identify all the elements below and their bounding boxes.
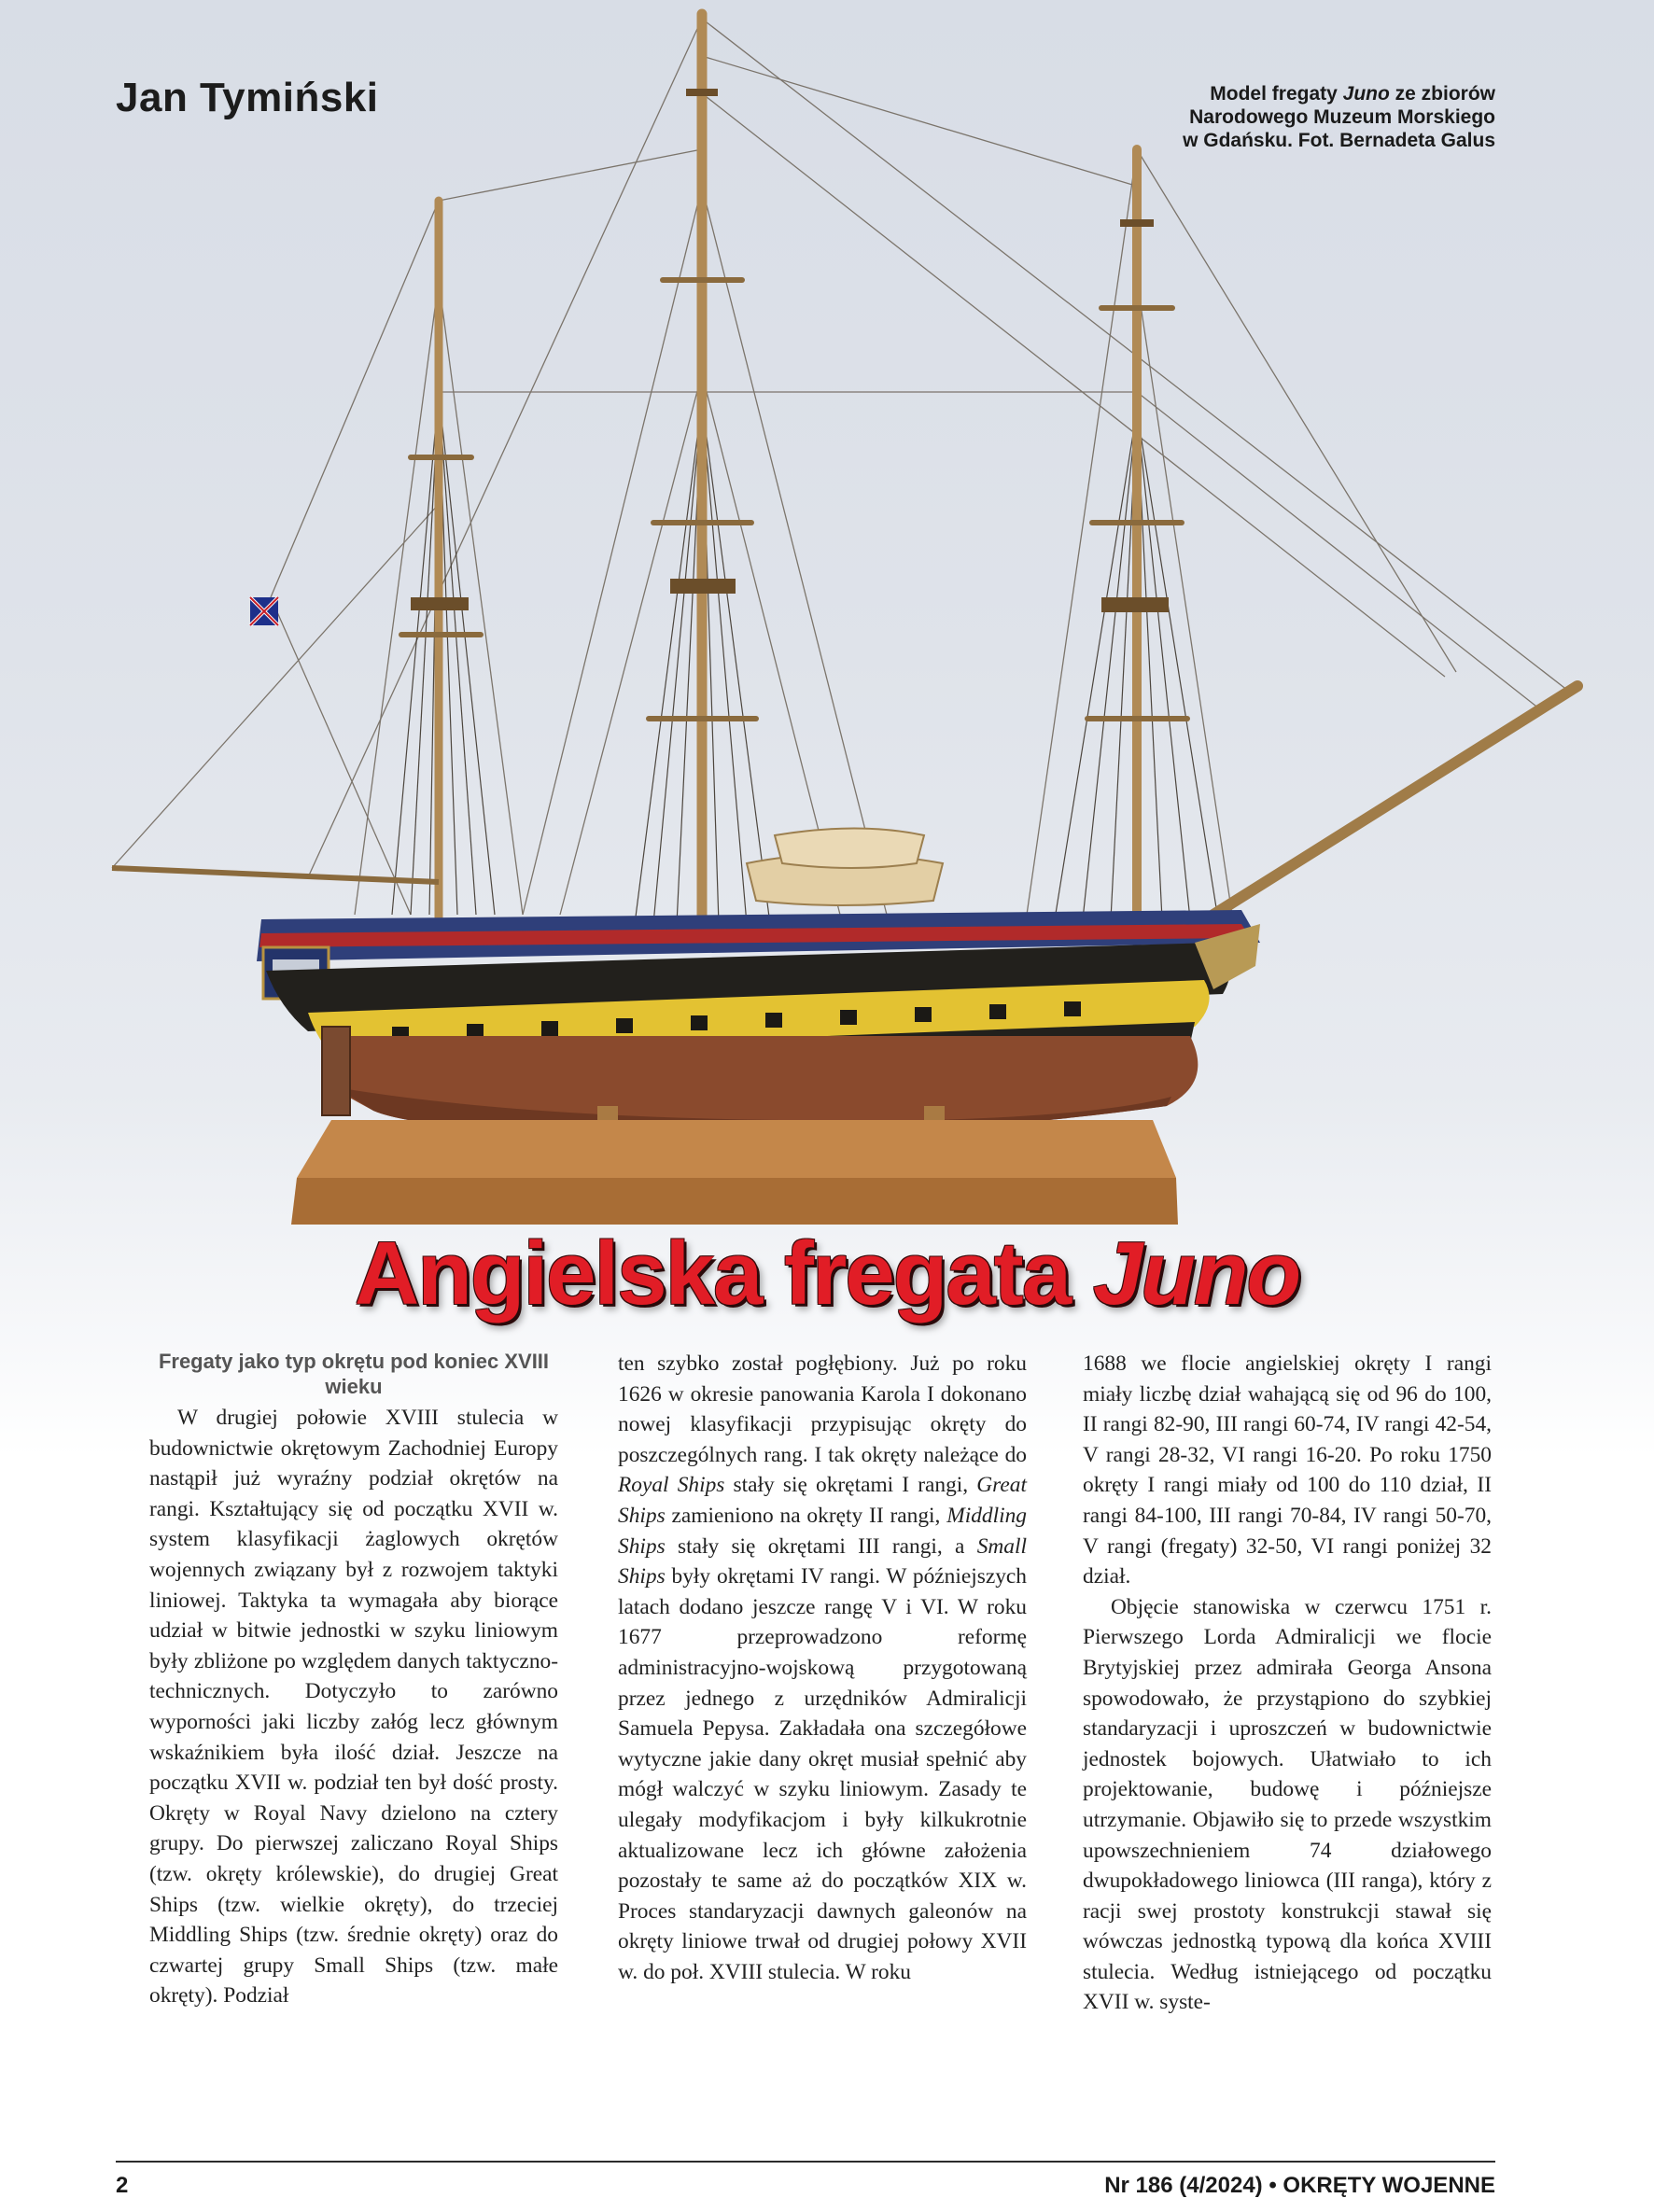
paragraph	[618, 1349, 1027, 1987]
caption-text: ze zbiorów	[1389, 83, 1495, 105]
paragraph: Objęcie stanowiska w czerwcu 1751 r. Pierwszego Lorda Admiralicji we flocie Brytyjskiej przez admirała Georga Ansona spowodowało, że przystąpiono do szybkiej standaryzacji i uproszczeń w budownictwie jednostek bojowych. Ułatwiało to ich projektowanie, budowę i późniejsze utrzymanie. Objawiło się to przede wszystkim upowszechnieniem 74 działowego dwupokładowego liniowca (III ranga), który z racji swej prostoty konstrukcji stawał się wówczas jednostką typową dla końca XVIII stulecia. Według istniejącego od początku XVII w. syste-	[1083, 1594, 1492, 2015]
italic-term: Great Ships	[618, 1473, 1027, 1528]
text-column-3	[1083, 1349, 1492, 2018]
italic-term: Middling Ships	[618, 1503, 1027, 1559]
italic-term: Small Ships	[618, 1533, 1027, 1589]
text-run: stały się okrętami III rangi, a	[665, 1533, 977, 1559]
text-run: ten szybko został pogłębiony. Już po roku 1626 w okresie panowania Karola I dokonano nowej klasyfikacji przypisując okręty do poszczególnych rang. I tak okręty należące do	[618, 1351, 1027, 1467]
section-heading: Fregaty jako typ okrętu pod koniec XVIII wieku	[158, 1350, 550, 1398]
author-name: Jan Tymiński	[116, 75, 379, 120]
caption-line-2: Narodowego Muzeum Morskiego	[1189, 106, 1495, 128]
title-ship-name: Juno	[1092, 1224, 1300, 1323]
text-column-1	[149, 1349, 558, 2011]
issue-label: Nr 186 (4/2024) • OKRĘTY WOJENNE	[1104, 2173, 1495, 2198]
text-run: były okrętami IV rangi. W późniejszych latach dodano jeszcze rangę V i VI. W roku 1677 przeprowadzono reformę administracyjno-wojskową przygotowaną przez jednego z urzędników Admiralicji Samuela Pepysa. Zakładała ona szczegółowe wytyczne jakie dany okręt musiał spełnić aby mógł walczyć w szyku liniowym. Zasady te ulegały modyfikacjom i były kilkukrotnie aktualizowane lecz ich główne założenia pozostały te same aż do początków XIX w. Proces standaryzacji dawnych galeonów na okręty liniowe trwał od drugiej połowy XVII w. do poł. XVIII stulecia. W roku	[618, 1564, 1027, 1984]
photo-caption	[1010, 82, 1495, 152]
paragraph: 1688 we flocie angielskiej okręty I rangi miały liczbę dział wahającą się od 96 do 100, II rangi 82-90, III rangi 60-74, IV rangi 42-54, V rangi 28-32, VI rangi 16-20. Po roku 1750 okręty I rangi miały od 100 do 110 dział, II rangi 84-100, III rangi 70-84, IV rangi 50-70, V rangi (fregaty) 32-50, VI rangi poniżej 32 dział.	[1083, 1351, 1492, 1589]
page-number: 2	[116, 2173, 129, 2198]
text-column-2	[618, 1349, 1027, 1987]
caption-line-1	[1010, 82, 1495, 105]
article-title	[0, 1223, 1654, 1325]
text-run: stały się okrętami I rangi,	[724, 1473, 977, 1498]
title-text: Angielska fregata	[354, 1224, 1093, 1323]
caption-text: Model fregaty	[1210, 83, 1343, 105]
caption-ship-name: Juno	[1342, 83, 1390, 105]
text-run: zamieniono na okręty II rangi,	[665, 1503, 947, 1528]
italic-term: Royal Ships	[618, 1473, 725, 1498]
caption-line-3: w Gdańsku. Fot. Bernadeta Galus	[1183, 130, 1495, 151]
paragraph: W drugiej połowie XVIII stulecia w budownictwie okrętowym Zachodniej Europy nastąpił już wyraźny podział okrętów na rangi. Kształtujący się od początku XVII w. system klasyfikacji żaglowych okrętów wojennych związany był z rozwojem taktyki liniowej. Taktyka ta wymagała aby biorące udział w bitwie jednostki w szyku liniowym były zbliżone po względem danych taktyczno-technicznych. Dotyczyło to zarówno wyporności jaki liczby załóg lecz głównym wskaźnikiem była ilość dział. Jeszcze na początku XVII w. podział ten był dość prosty. Okręty w Royal Navy dzielono na cztery grupy. Do pierwszej zaliczano Royal Ships (tzw. okręty królewskie), do drugiej Great Ships (tzw. wielkie okręty), do trzeciej Middling Ships (tzw. średnie okręty) oraz do czwartej grupy Small Ships (tzw. małe okręty). Podział	[149, 1406, 558, 2009]
footer-rule	[116, 2161, 1495, 2163]
